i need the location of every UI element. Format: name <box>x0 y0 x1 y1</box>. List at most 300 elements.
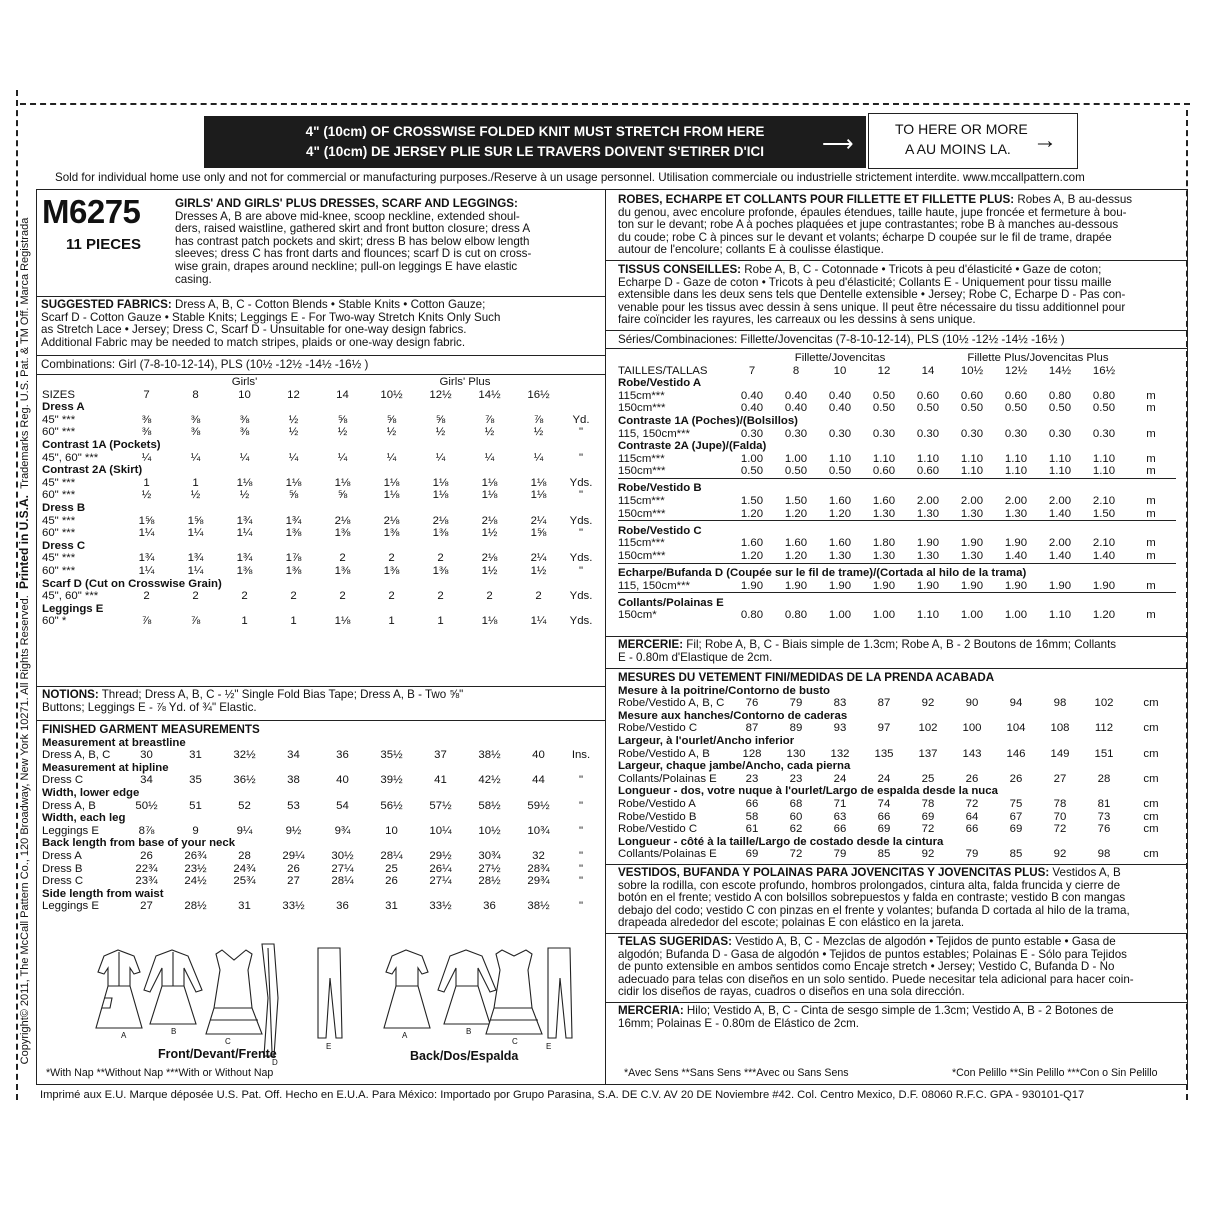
section-header-row <box>618 440 1176 453</box>
row-label: 115cm*** <box>618 389 665 402</box>
finished-title: FINISHED GARMENT MEASUREMENTS <box>42 724 260 736</box>
unit: " <box>578 875 584 888</box>
cell-value: 30½ <box>331 849 354 862</box>
row-label: 115cm*** <box>618 452 665 465</box>
cell-value: 69 <box>877 823 891 836</box>
row-label: 45", 60" *** <box>42 451 99 464</box>
cell-value: 1¼ <box>530 615 547 628</box>
front-leggings-e-sketch <box>318 948 342 1038</box>
cell-value: ½ <box>386 426 397 439</box>
spacer <box>1126 365 1176 378</box>
cell-value: 28½ <box>478 875 501 888</box>
cell-value: 9¼ <box>236 824 253 837</box>
cell-value: ¼ <box>435 451 446 464</box>
sizes-row <box>42 389 599 402</box>
section-header-row <box>618 710 1176 723</box>
row-label: Dress A, B <box>42 799 96 812</box>
row-label: 150cm*** <box>618 549 666 562</box>
cell-value: 1.10 <box>916 609 940 622</box>
cell-value: 1.90 <box>916 537 940 550</box>
cell-value: 1.10 <box>1092 465 1116 478</box>
stretch-guide-french: 4" (10cm) DE JERSEY PLIE SUR LE TRAVERS DOIVENT S'ETIRER D'ICI <box>306 144 764 159</box>
description-line: sobre la rodilla, con escote profundo, hombros prolongados, cintura alta, falda fruncida y cierre de <box>618 878 1121 892</box>
cell-value: 1.30 <box>828 549 852 562</box>
section-header: Largeur, chaque jambe/Ancho, cada pierna <box>618 760 851 773</box>
cell-value: 1⅜ <box>432 527 449 540</box>
row-label: Dress A <box>42 849 82 862</box>
cell-value: 58 <box>745 810 759 823</box>
series-combinaciones <box>618 334 1184 347</box>
cell-value: 62 <box>789 823 803 836</box>
sketch-letter: D <box>272 1058 278 1067</box>
cell-value: 93 <box>833 722 847 735</box>
unit: m <box>1146 507 1156 520</box>
row-label: 60" *** <box>42 489 76 502</box>
section-header: Robe/Vestido A <box>618 377 702 390</box>
description-title: GIRLS' AND GIRLS' PLUS DRESSES, SCARF AND LEGGINGS: <box>175 198 518 210</box>
fabrics-line: TISSUS CONSEILLES: Robe A, B, C - Cotonnade • Tricots à peu d'élasticité • Gaze de coton; <box>618 264 1102 276</box>
description-line: ton sur le devant; robe A à poches plaquées et jupe contrastantes; robe B à manches au-dessous <box>618 218 1119 232</box>
cell-value: 1.60 <box>872 495 896 508</box>
size-value: 8 <box>192 388 199 401</box>
cell-value: 28 <box>1097 772 1111 785</box>
section-header: Back length from base of your neck <box>42 837 236 850</box>
row-label: 115, 150cm*** <box>618 427 690 440</box>
copyright-sidebar <box>12 176 36 1106</box>
cell-value: 130 <box>786 747 806 760</box>
cell-value: 2.00 <box>1048 495 1072 508</box>
cell-value: 100 <box>962 722 982 735</box>
cell-value: 1.40 <box>1092 549 1116 562</box>
rule <box>605 260 1188 261</box>
cell-value: 0.80 <box>1048 389 1072 402</box>
cell-value: 1.10 <box>916 452 940 465</box>
cell-value: 0.60 <box>916 465 940 478</box>
cell-value: 1¾ <box>236 514 253 527</box>
cell-value: 102 <box>1094 697 1114 710</box>
fabrics-line: TELAS SUGERIDAS: Vestido A, B, C - Mezclas de algodón • Tejidos de punto estable • Gasa de <box>618 936 1116 948</box>
cell-value: ½ <box>533 426 544 439</box>
cell-value: 9½ <box>285 824 302 837</box>
section-header: Largeur, à l'ourlet/Ancho inferior <box>618 734 795 747</box>
cell-value: 28¼ <box>380 849 403 862</box>
cell-value: ¼ <box>190 451 201 464</box>
table-row <box>618 550 1176 563</box>
cell-value: 34 <box>140 774 153 787</box>
row-label: 60" *** <box>42 426 76 439</box>
cell-value: 87 <box>745 722 759 735</box>
row-label: Robe/Vestido B <box>618 810 697 823</box>
cell-value: 1.10 <box>1004 452 1028 465</box>
cell-value: 1.40 <box>1048 507 1072 520</box>
description-line: VESTIDOS, BUFANDA Y POLAINAS PARA JOVENCITAS Y JOVENCITAS PLUS: Vestidos A, B <box>618 867 1121 879</box>
cell-value: 26 <box>1009 772 1023 785</box>
cell-value: 1⅜ <box>383 527 400 540</box>
description-en <box>175 198 603 286</box>
sizes-label: TAILLES/TALLAS <box>618 364 708 377</box>
fabrics-line: Scarf D - Cotton Gauze • Stable Knits; Leggings E - For Two-way Stretch Knits Only Such <box>41 310 501 324</box>
section-header-row <box>42 439 599 452</box>
cell-value: 41 <box>434 774 447 787</box>
table-row <box>618 428 1176 441</box>
row-label: 115cm*** <box>618 537 665 550</box>
cell-value: 0.50 <box>872 402 896 415</box>
front-caption: Front/Devant/Frente <box>158 1047 277 1061</box>
table-row <box>42 800 599 813</box>
cell-value: 1⅜ <box>334 564 351 577</box>
cell-value: ½ <box>484 426 495 439</box>
cell-value: 26¾ <box>184 849 207 862</box>
cell-value: ¼ <box>533 451 544 464</box>
size-group-label: Fillette Plus/Jovencitas Plus <box>967 352 1109 364</box>
cell-value: 10¾ <box>527 824 550 837</box>
cell-value: 38½ <box>527 900 550 913</box>
cell-value: 0.30 <box>784 427 808 440</box>
size-group-label: Girls' Plus <box>439 376 491 388</box>
cell-value: 2⅛ <box>383 514 400 527</box>
section-header-row <box>42 401 599 414</box>
notions <box>42 689 602 714</box>
table-row <box>42 590 599 603</box>
cell-value: 108 <box>1050 722 1070 735</box>
cell-value: 8⅞ <box>138 824 155 837</box>
table-row <box>618 811 1176 824</box>
series-text: Séries/Combinaciones: Fillette/Jovencitas (7-8-10-12-14), PLS (10½ -12½ -14½ -16½ ) <box>618 334 1065 346</box>
cell-value: 1.30 <box>872 507 896 520</box>
cell-value: 2⅛ <box>432 514 449 527</box>
cell-value: ⅞ <box>141 615 152 628</box>
cell-value: 37 <box>434 749 447 762</box>
table-row <box>42 850 599 863</box>
cell-value: 1.50 <box>784 495 808 508</box>
row-label: Collants/Polainas E <box>618 848 717 861</box>
cell-value: 24¾ <box>233 862 256 875</box>
cell-value: 59½ <box>527 799 550 812</box>
cell-value: 2 <box>241 590 248 603</box>
cell-value: 1.60 <box>784 537 808 550</box>
cell-value: 2.00 <box>1048 537 1072 550</box>
cell-value: ⅞ <box>190 615 201 628</box>
cell-value: 1.90 <box>916 579 940 592</box>
cell-value: 24½ <box>184 875 207 888</box>
unit: " <box>578 774 584 787</box>
unit: " <box>578 451 584 464</box>
cell-value: 2 <box>388 552 395 565</box>
cell-value: 30 <box>140 749 153 762</box>
section-header-row <box>42 812 599 825</box>
cell-value: ⅝ <box>337 413 348 426</box>
cell-value: 1.60 <box>828 495 852 508</box>
cell-value: 66 <box>745 797 759 810</box>
metric-yardage-chart <box>618 352 1184 622</box>
row-label: 60" *** <box>42 527 76 540</box>
description-es <box>618 867 1184 930</box>
size-value: 10½ <box>380 388 403 401</box>
cell-value: 27 <box>1053 772 1067 785</box>
unit: cm <box>1143 697 1159 710</box>
copyright-text: Copyright© 2011, The McCall Pattern Co., 120 Broadway, New York 10271. All Rights Reserved. <box>19 595 31 1065</box>
cell-value: 2 <box>535 590 542 603</box>
cell-value: 2 <box>143 590 150 603</box>
cell-value: 1.10 <box>1048 609 1072 622</box>
row-label: 45" *** <box>42 413 76 426</box>
row-label: Robe/Vestido A, B, C <box>618 697 725 710</box>
cell-value: 2⅛ <box>481 514 498 527</box>
sketch-letter: C <box>225 1037 231 1046</box>
description-line: drapeada alrededor del escote; polainas E con elástico en la jareta. <box>618 916 965 930</box>
section-header-row <box>618 785 1176 798</box>
unit: cm <box>1143 823 1159 836</box>
table-row <box>42 477 599 490</box>
table-row <box>618 609 1176 622</box>
cell-value: 2 <box>486 590 493 603</box>
description-line: botón en el frente; vestido A con bolsillos sobrepuestos y falda en contraste; vestido B con mangas <box>618 891 1126 905</box>
spacer <box>1126 352 1176 365</box>
table-row <box>618 697 1176 710</box>
table-row <box>42 552 599 565</box>
cell-value: 78 <box>921 797 935 810</box>
table-row <box>42 452 599 465</box>
stretch-guide-english: 4" (10cm) OF CROSSWISE FOLDED KNIT MUST STRETCH FROM HERE <box>305 124 765 139</box>
notions-line: Buttons; Leggings E - ⅞ Yd. of ¾" Elastic. <box>42 700 257 714</box>
fabrics-line: adecuado para telas con diseños en un solo sentido. Puede necesitar tela adicional para hacer coin- <box>618 972 1134 986</box>
cell-value: 1.20 <box>740 507 764 520</box>
cell-value: 52 <box>238 799 251 812</box>
import-notice: Imprimé aux E.U. Marque déposée U.S. Pat. Off. Hecho en E.U.A. Para México: Importado por Grupo Parasina, S.A. DE C.V. AV 20 DE Noviembre #42. Col. Centro Mexico, D.F. 08060 R.F.C. GPA - 930101-Q17 <box>40 1089 1085 1101</box>
combinations <box>41 359 603 372</box>
description-line: wise grain, drapes around neckline; pull-on leggings E have elastic <box>175 259 518 273</box>
description-line: autour de l'encolure; collants E à coulisse élastique. <box>618 243 884 257</box>
unit: cm <box>1143 772 1159 785</box>
size-value: 14 <box>336 388 349 401</box>
cell-value: 104 <box>1006 722 1026 735</box>
section-header: Dress B <box>42 501 86 514</box>
cell-value: 137 <box>918 747 938 760</box>
unit: " <box>578 426 584 439</box>
cell-value: 1.90 <box>828 579 852 592</box>
cell-value: 1.10 <box>1048 452 1072 465</box>
description-line: ROBES, ECHARPE ET COLLANTS POUR FILLETTE ET FILLETTE PLUS: Robes A, B au-dessus <box>618 194 1133 206</box>
cell-value: 31 <box>189 749 202 762</box>
cell-value: 1.40 <box>1004 549 1028 562</box>
back-leggings-e-sketch <box>548 948 572 1038</box>
section-header: Dress C <box>42 539 86 552</box>
cell-value: 29¼ <box>282 849 305 862</box>
cell-value: 25 <box>921 772 935 785</box>
cell-value: ½ <box>435 426 446 439</box>
cell-value: 1¾ <box>285 514 302 527</box>
cell-value: 0.80 <box>1092 389 1116 402</box>
cell-value: ⅞ <box>484 413 495 426</box>
fabrics-line: algodón; Bufanda D - Gasa de algodón • Tejidos de puntos estables; Polainas E - Sólo para Tejidos <box>618 947 1127 961</box>
cell-value: 1.20 <box>784 507 808 520</box>
sketch-letter: B <box>466 1027 472 1036</box>
cell-value: 69 <box>745 848 759 861</box>
cell-value: 74 <box>877 797 891 810</box>
cell-value: 36 <box>483 900 496 913</box>
row-label: Dress A, B, C <box>42 749 111 762</box>
cell-value: 29¾ <box>527 875 550 888</box>
cell-value: 1⅛ <box>530 489 547 502</box>
cell-value: 1¼ <box>236 527 253 540</box>
cell-value: 1.90 <box>1004 537 1028 550</box>
pattern-pieces: 11 PIECES <box>66 236 142 253</box>
cell-value: 10 <box>385 824 398 837</box>
cell-value: 2 <box>437 590 444 603</box>
cell-value: 56½ <box>380 799 403 812</box>
cell-value: 68 <box>789 797 803 810</box>
trademark-text: Trademarks Reg. U.S. Pat. & TM Off. Marca Registrada <box>19 217 31 489</box>
size-value: 12 <box>877 364 891 377</box>
cell-value: 23 <box>789 772 803 785</box>
cell-value: 10¼ <box>429 824 452 837</box>
stretch-guide-target <box>868 113 1078 169</box>
cell-value: 0.30 <box>1004 427 1028 440</box>
rule <box>36 686 605 687</box>
cell-value: 50½ <box>135 799 158 812</box>
description-line: Dresses A, B are above mid-knee, scoop neckline, extended shoul- <box>175 209 520 223</box>
merceria <box>618 1005 1184 1030</box>
cell-value: 28¾ <box>527 862 550 875</box>
cell-value: ⅝ <box>386 413 397 426</box>
table-row <box>42 863 599 876</box>
cell-value: 23¾ <box>135 875 158 888</box>
cell-value: 0.50 <box>828 465 852 478</box>
size-value: 16½ <box>1092 364 1116 377</box>
unit: m <box>1146 465 1156 478</box>
cell-value: 27 <box>140 900 153 913</box>
mesures-title: MESURES DU VETEMENT FINI/MEDIDAS DE LA PRENDA ACABADA <box>618 672 995 684</box>
cell-value: 102 <box>918 722 938 735</box>
cell-value: 23 <box>745 772 759 785</box>
description-line: casing. <box>175 272 212 286</box>
cell-value: 1¼ <box>187 564 204 577</box>
cell-value: 22¾ <box>135 862 158 875</box>
row-label: Dress C <box>42 774 84 787</box>
cell-value: 1.90 <box>960 537 984 550</box>
cell-value: 1⅛ <box>236 476 253 489</box>
sizes-row <box>618 365 1176 378</box>
cell-value: 2⅛ <box>481 552 498 565</box>
cell-value: 72 <box>965 797 979 810</box>
section-header-row <box>618 525 1176 538</box>
cell-value: 32 <box>532 849 545 862</box>
cell-value: 0.60 <box>1004 389 1028 402</box>
unit: " <box>578 799 584 812</box>
cell-value: 0.50 <box>916 402 940 415</box>
cell-value: 69 <box>1009 823 1023 836</box>
tissus-conseilles <box>618 264 1184 327</box>
cell-value: ¼ <box>141 451 152 464</box>
fabrics-line: venable pour les tissus avec dessin à sens unique. Il peut être nécessaire du tissu additionnel pour <box>618 300 1126 314</box>
row-label: 150cm*** <box>618 402 666 415</box>
unit: " <box>578 564 584 577</box>
cell-value: 98 <box>1097 848 1111 861</box>
table-row <box>42 489 599 502</box>
section-header: Longueur - dos, votre nuque à l'ourlet/Largo de espalda desde la nuca <box>618 785 998 798</box>
cell-value: 26 <box>965 772 979 785</box>
table-row <box>42 426 599 439</box>
spacer <box>618 352 730 365</box>
cell-value: 0.30 <box>960 427 984 440</box>
table-row <box>618 508 1176 521</box>
cell-value: 1.10 <box>1048 465 1072 478</box>
description-fr <box>618 194 1184 257</box>
unit: " <box>578 489 584 502</box>
cell-value: 72 <box>1053 823 1067 836</box>
combinations-text: Combinations: Girl (7-8-10-12-14), PLS (10½ -12½ -14½ -16½ ) <box>41 359 369 371</box>
cell-value: 0.30 <box>916 427 940 440</box>
cell-value: 0.50 <box>872 389 896 402</box>
cell-value: 66 <box>833 823 847 836</box>
table-row <box>42 875 599 888</box>
cell-value: 71 <box>833 797 847 810</box>
unit: Yds. <box>569 590 593 603</box>
unit: Ins. <box>571 749 591 762</box>
cell-value: 1.10 <box>960 465 984 478</box>
cell-value: 2 <box>339 552 346 565</box>
section-header-row <box>618 567 1176 580</box>
metric-table <box>618 352 1176 622</box>
cell-value: 1.10 <box>828 452 852 465</box>
column-divider <box>605 189 606 1085</box>
row-label: Leggings E <box>42 900 99 913</box>
unit: m <box>1146 495 1156 508</box>
cell-value: 1⅝ <box>138 514 155 527</box>
section-header: Scarf D (Cut on Crosswise Grain) <box>42 577 222 590</box>
section-header-row <box>42 603 599 616</box>
cell-value: 72 <box>789 848 803 861</box>
size-value: 10 <box>833 364 847 377</box>
cell-value: 1⅞ <box>285 552 302 565</box>
cell-value: 1.20 <box>784 549 808 562</box>
cell-value: 2.00 <box>960 495 984 508</box>
section-header: Measurement at hipline <box>42 761 169 774</box>
cell-value: 132 <box>830 747 850 760</box>
cell-value: 90 <box>965 697 979 710</box>
cell-value: 26¼ <box>429 862 452 875</box>
size-value: 12½ <box>1004 364 1028 377</box>
table-row <box>618 748 1176 761</box>
finished-measurements <box>42 724 602 913</box>
cell-value: 42½ <box>478 774 501 787</box>
cell-value: 27 <box>287 875 300 888</box>
size-value: 7 <box>748 364 756 377</box>
section-header-row <box>42 540 599 553</box>
cell-value: 1.00 <box>828 609 852 622</box>
cell-value: 54 <box>336 799 349 812</box>
size-value: 16½ <box>527 388 550 401</box>
cell-value: 1 <box>388 615 395 628</box>
cell-value: 67 <box>1009 810 1023 823</box>
cell-value: 1.30 <box>872 549 896 562</box>
arrow-right-icon: → <box>1033 127 1057 154</box>
sizes-label: SIZES <box>42 388 75 401</box>
cell-value: 63 <box>833 810 847 823</box>
telas-sugeridas <box>618 936 1184 999</box>
section-header: Leggings E <box>42 602 104 615</box>
cell-value: 0.50 <box>784 465 808 478</box>
cell-value: 1⅛ <box>383 476 400 489</box>
cell-value: 38½ <box>478 749 501 762</box>
sketch-letter: B <box>171 1027 177 1036</box>
row-label: 115cm*** <box>618 495 665 508</box>
section-header-row <box>618 377 1176 390</box>
cell-value: 1⅛ <box>481 489 498 502</box>
unit: " <box>578 849 584 862</box>
cell-value: 2.10 <box>1092 537 1116 550</box>
section-header: Mesure aux hanches/Contorno de caderas <box>618 709 848 722</box>
